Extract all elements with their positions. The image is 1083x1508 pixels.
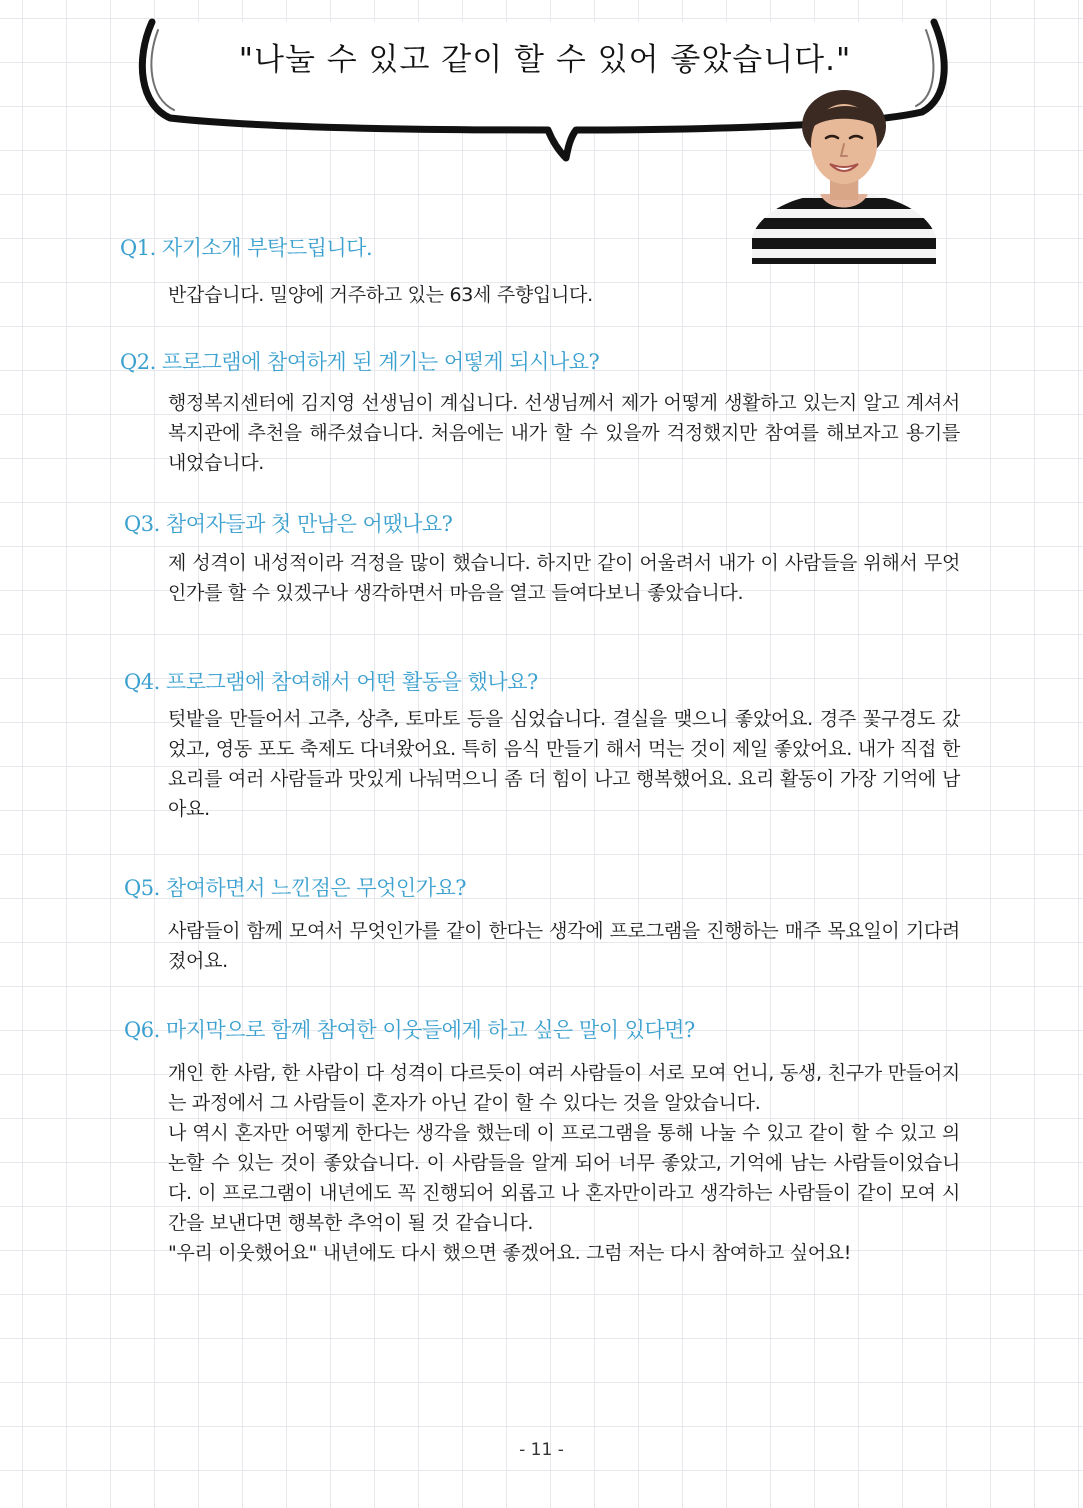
headline-quote: "나눌 수 있고 같이 할 수 있어 좋았습니다." bbox=[238, 42, 852, 78]
answer-6-paragraph-2: 나 역시 혼자만 어떻게 한다는 생각을 했는데 이 프로그램을 통해 나눌 수 있고 같이 할 수 있고 의논할 수 있는 것이 좋았습니다. 이 사람들을 알게 되어 너무 좋았고, 기억에 남는 사람들이었습니다. 이 프로그램이 내년에도 꼭 진행되어 외롭고 나 혼자만이라고 생각하는 사람들이 같이 모여 시간을 보낸다면 행복한 추억이 될 것 같습니다. bbox=[168, 1122, 960, 1234]
question-4: Q4. 프로그램에 참여해서 어떤 활동을 했나요? bbox=[124, 670, 538, 694]
question-3: Q3. 참여자들과 첫 만남은 어땠나요? bbox=[124, 512, 453, 536]
answer-3-paragraph: 제 성격이 내성적이라 걱정을 많이 했습니다. 하지만 같이 어울려서 내가 이 사람들을 위해서 무엇인가를 할 수 있겠구나 생각하면서 마음을 열고 들여다보니 좋았습니다. bbox=[168, 552, 960, 604]
answer-4-paragraph: 텃밭을 만들어서 고추, 상추, 토마토 등을 심었습니다. 결실을 맺으니 좋았어요. 경주 꽃구경도 갔었고, 영동 포도 축제도 다녀왔어요. 특히 음식 만들기 해서 먹는 것이 제일 좋았어요. 내가 직접 한 요리를 여러 사람들과 맛있게 나눠먹으니 좀 더 힘이 나고 행복했어요. 요리 활동이 가장 기억에 남아요. bbox=[168, 708, 960, 820]
answer-3 bbox=[168, 548, 960, 608]
answer-5-paragraph: 사람들이 함께 모여서 무엇인가를 같이 한다는 생각에 프로그램을 진행하는 매주 목요일이 기다려졌어요. bbox=[168, 920, 960, 972]
question-2: Q2. 프로그램에 참여하게 된 계기는 어떻게 되시나요? bbox=[120, 350, 600, 374]
participant-photo bbox=[752, 86, 936, 264]
question-6: Q6. 마지막으로 함께 참여한 이웃들에게 하고 싶은 말이 있다면? bbox=[124, 1018, 695, 1042]
answer-6-paragraph-3: "우리 이웃했어요" 내년에도 다시 했으면 좋겠어요. 그럼 저는 다시 참여하고 싶어요! bbox=[168, 1242, 852, 1264]
question-1: Q1. 자기소개 부탁드립니다. bbox=[120, 236, 373, 260]
question-5: Q5. 참여하면서 느낀점은 무엇인가요? bbox=[124, 876, 467, 900]
answer-4 bbox=[168, 704, 960, 824]
answer-6-paragraph-1: 개인 한 사람, 한 사람이 다 성격이 다르듯이 여러 사람들이 서로 모여 언니, 동생, 친구가 만들어지는 과정에서 그 사람들이 혼자가 아닌 같이 할 수 있다는 것을 알았습니다. bbox=[168, 1062, 960, 1114]
page-number: - 11 - bbox=[519, 1440, 564, 1460]
answer-1 bbox=[168, 280, 960, 310]
answer-6 bbox=[168, 1058, 960, 1268]
answer-1-paragraph: 반갑습니다. 밀양에 거주하고 있는 63세 주향입니다. bbox=[168, 284, 593, 306]
answer-5 bbox=[168, 916, 960, 976]
answer-2-paragraph: 행정복지센터에 김지영 선생님이 계십니다. 선생님께서 제가 어떻게 생활하고 있는지 알고 계셔서 복지관에 추천을 해주셨습니다. 처음에는 내가 할 수 있을까 걱정했지만 참여를 해보자고 용기를 내었습니다. bbox=[168, 392, 960, 474]
answer-2 bbox=[168, 388, 960, 478]
